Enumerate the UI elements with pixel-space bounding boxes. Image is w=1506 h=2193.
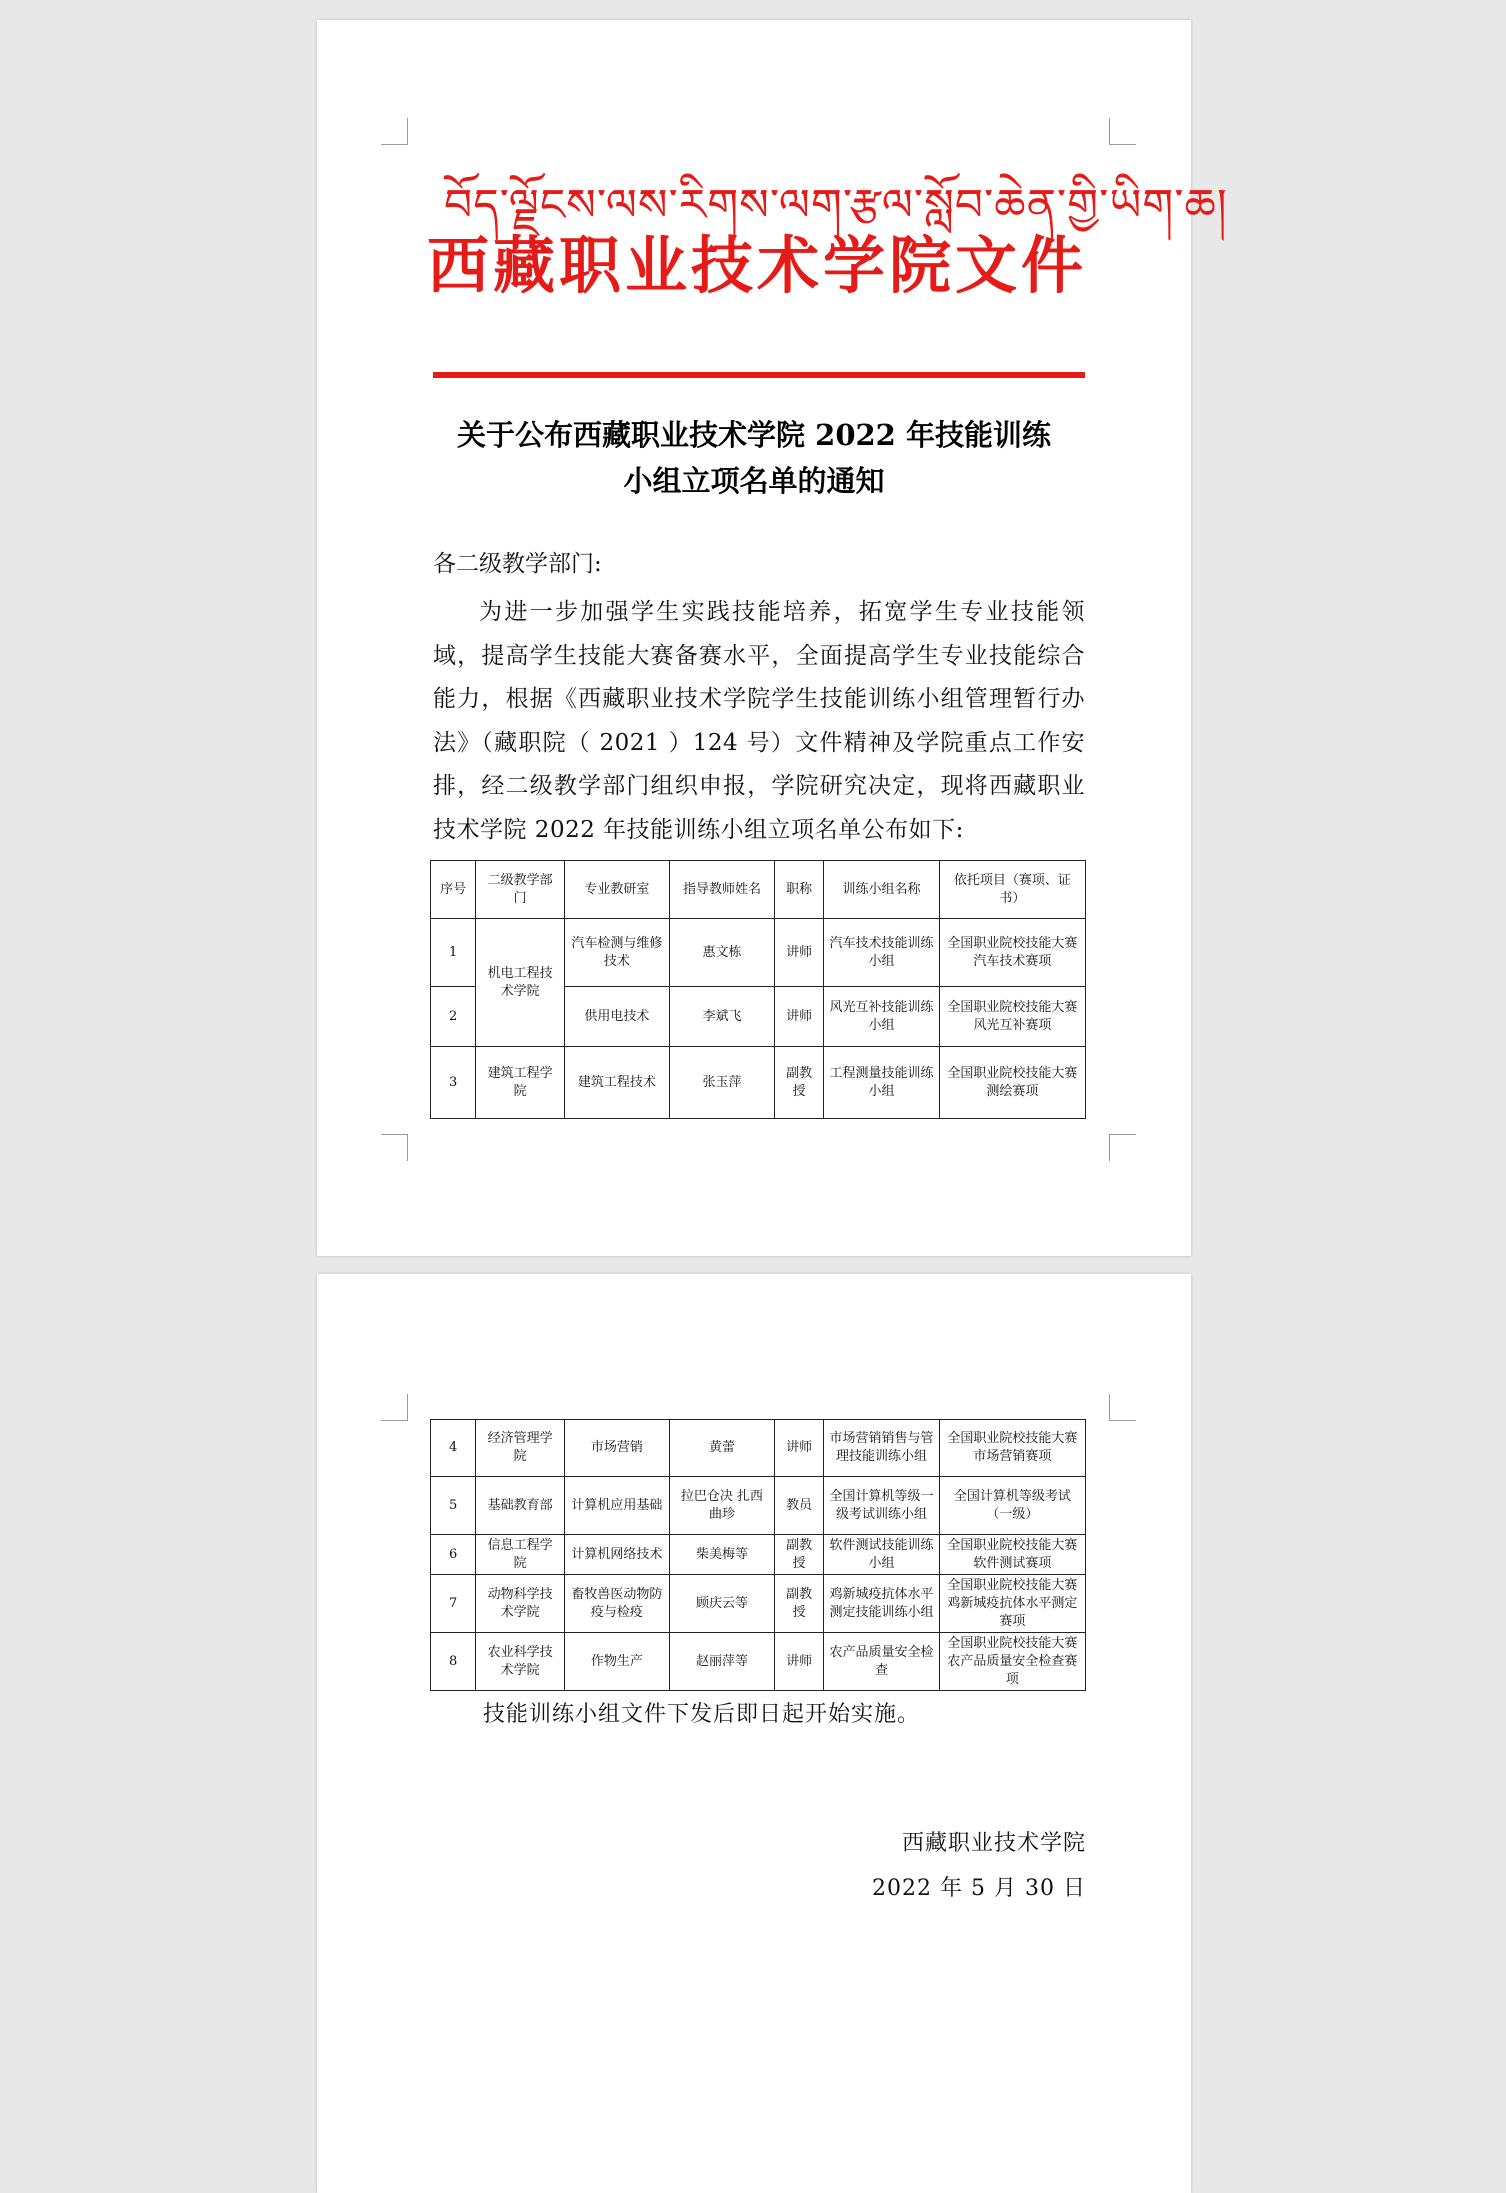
- cell-group: 汽车技术技能训练小组: [824, 919, 939, 987]
- table-row: [431, 1633, 1086, 1691]
- cell-rank: 讲师: [774, 1633, 823, 1691]
- document-page-2: [317, 1274, 1191, 2193]
- cell-dept: 动物科学技术学院: [476, 1575, 565, 1633]
- margin-corner-top-left: [381, 118, 408, 145]
- cell-no: 2: [431, 987, 476, 1047]
- cell-teacher: 黄蕾: [669, 1420, 774, 1477]
- cell-office: 汽车检测与维修技术: [564, 919, 669, 987]
- cell-rank: 副教授: [774, 1535, 823, 1575]
- body-paragraph: 为进一步加强学生实践技能培养，拓宽学生专业技能领域，提高学生技能大赛备赛水平，全面提高学生专业技能综合能力，根据《西藏职业技术学院学生技能训练小组管理暂行办法》（藏职院（ 2021 ）124 号）文件精神及学院重点工作安排，经二级教学部门组织申报，学院研究决定，现将西藏职业技术学院 2022 年技能训练小组立项名单公布如下:: [433, 599, 1085, 843]
- cell-teacher: 顾庆云等: [669, 1575, 774, 1633]
- cell-project: 全国职业院校技能大赛测绘赛项: [939, 1047, 1085, 1119]
- cell-teacher: 柴美梅等: [669, 1535, 774, 1575]
- cell-dept: 基础教育部: [476, 1477, 565, 1535]
- cell-rank: 副教授: [774, 1575, 823, 1633]
- cell-no: 7: [431, 1575, 476, 1633]
- cell-project: 全国职业院校技能大赛鸡新城疫抗体水平测定赛项: [939, 1575, 1085, 1633]
- header-no: 序号: [431, 861, 476, 919]
- cell-project: 全国计算机等级考试（一级）: [939, 1477, 1085, 1535]
- table-row: [431, 919, 1086, 987]
- margin-corner-bottom-right: [1109, 1134, 1136, 1161]
- cell-dept: 建筑工程学院: [476, 1047, 565, 1119]
- cell-rank: 讲师: [774, 1420, 823, 1477]
- cell-group: 市场营销销售与管理技能训练小组: [824, 1420, 939, 1477]
- margin-corner-top-right: [1109, 1394, 1136, 1421]
- tibetan-letterhead: བོད་ལྗོངས་ལས་རིགས་ལག་རྩལ་སློབ་ཆེན་གྱི་ཡིག་ཆ།: [444, 180, 1228, 231]
- cell-office: 供用电技术: [564, 987, 669, 1047]
- cell-rank: 副教授: [774, 1047, 823, 1119]
- cell-no: 5: [431, 1477, 476, 1535]
- cell-group: 风光互补技能训练小组: [824, 987, 939, 1047]
- signature-organization: 西藏职业技术学院: [901, 1831, 1086, 1856]
- cell-no: 1: [431, 919, 476, 987]
- cell-dept: 信息工程学院: [476, 1535, 565, 1575]
- signature-date: 2022 年 5 月 30 日: [872, 1876, 1086, 1901]
- cell-no: 6: [431, 1535, 476, 1575]
- header-office: 专业教研室: [564, 861, 669, 919]
- cell-no: 8: [431, 1633, 476, 1691]
- margin-corner-top-left: [381, 1394, 408, 1421]
- cell-group: 鸡新城疫抗体水平测定技能训练小组: [824, 1575, 939, 1633]
- project-table-page-2: [430, 1419, 1086, 1691]
- cell-dept: 农业科学技术学院: [476, 1633, 565, 1691]
- cell-office: 计算机网络技术: [564, 1535, 669, 1575]
- cell-teacher: 惠文栋: [669, 919, 774, 987]
- table-row: [431, 1420, 1086, 1477]
- red-divider: [433, 372, 1085, 378]
- cell-office: 建筑工程技术: [564, 1047, 669, 1119]
- cell-office: 市场营销: [564, 1420, 669, 1477]
- header-teacher: 指导教师姓名: [669, 861, 774, 919]
- project-table-page-1: [430, 860, 1086, 1119]
- notice-title: [397, 412, 1111, 504]
- cell-project: 全国职业院校技能大赛软件测试赛项: [939, 1535, 1085, 1575]
- cell-teacher: 张玉萍: [669, 1047, 774, 1119]
- table-row: [431, 1575, 1086, 1633]
- margin-corner-top-right: [1109, 118, 1136, 145]
- cell-no: 4: [431, 1420, 476, 1477]
- cell-office: 计算机应用基础: [564, 1477, 669, 1535]
- cell-group: 全国计算机等级一级考试训练小组: [824, 1477, 939, 1535]
- table-header-row: [431, 861, 1086, 919]
- cell-project: 全国职业院校技能大赛汽车技术赛项: [939, 919, 1085, 987]
- cell-teacher: 李斌飞: [669, 987, 774, 1047]
- cell-project: 全国职业院校技能大赛市场营销赛项: [939, 1420, 1085, 1477]
- cell-teacher: 赵丽萍等: [669, 1633, 774, 1691]
- header-project: 依托项目（赛项、证书）: [939, 861, 1085, 919]
- issuer-title: 西藏职业技术学院文件: [427, 229, 1088, 302]
- table-row: [431, 1535, 1086, 1575]
- cell-dept: 经济管理学院: [476, 1420, 565, 1477]
- notice-title-line-1: 关于公布西藏职业技术学院 2022 年技能训练: [457, 418, 1051, 452]
- header-dept: 二级教学部门: [476, 861, 565, 919]
- table-row: [431, 1477, 1086, 1535]
- notice-title-line-2: 小组立项名单的通知: [623, 464, 885, 498]
- header-group: 训练小组名称: [824, 861, 939, 919]
- cell-office: 作物生产: [564, 1633, 669, 1691]
- cell-teacher: 拉巴仓决 扎西曲珍: [669, 1477, 774, 1535]
- margin-corner-bottom-left: [381, 1134, 408, 1161]
- cell-rank: 教员: [774, 1477, 823, 1535]
- cell-no: 3: [431, 1047, 476, 1119]
- cell-office: 畜牧兽医动物防疫与检疫: [564, 1575, 669, 1633]
- cell-project: 全国职业院校技能大赛风光互补赛项: [939, 987, 1085, 1047]
- cell-group: 农产品质量安全检查: [824, 1633, 939, 1691]
- table-row: [431, 1047, 1086, 1119]
- salutation: 各二级教学部门:: [433, 551, 602, 577]
- cell-group: 软件测试技能训练小组: [824, 1535, 939, 1575]
- cell-group: 工程测量技能训练小组: [824, 1047, 939, 1119]
- header-rank: 职称: [774, 861, 823, 919]
- closing-sentence: 技能训练小组文件下发后即日起开始实施。: [483, 1702, 921, 1727]
- cell-dept: 机电工程技术学院: [476, 919, 565, 1047]
- cell-rank: 讲师: [774, 987, 823, 1047]
- cell-project: 全国职业院校技能大赛农产品质量安全检查赛项: [939, 1633, 1085, 1691]
- cell-rank: 讲师: [774, 919, 823, 987]
